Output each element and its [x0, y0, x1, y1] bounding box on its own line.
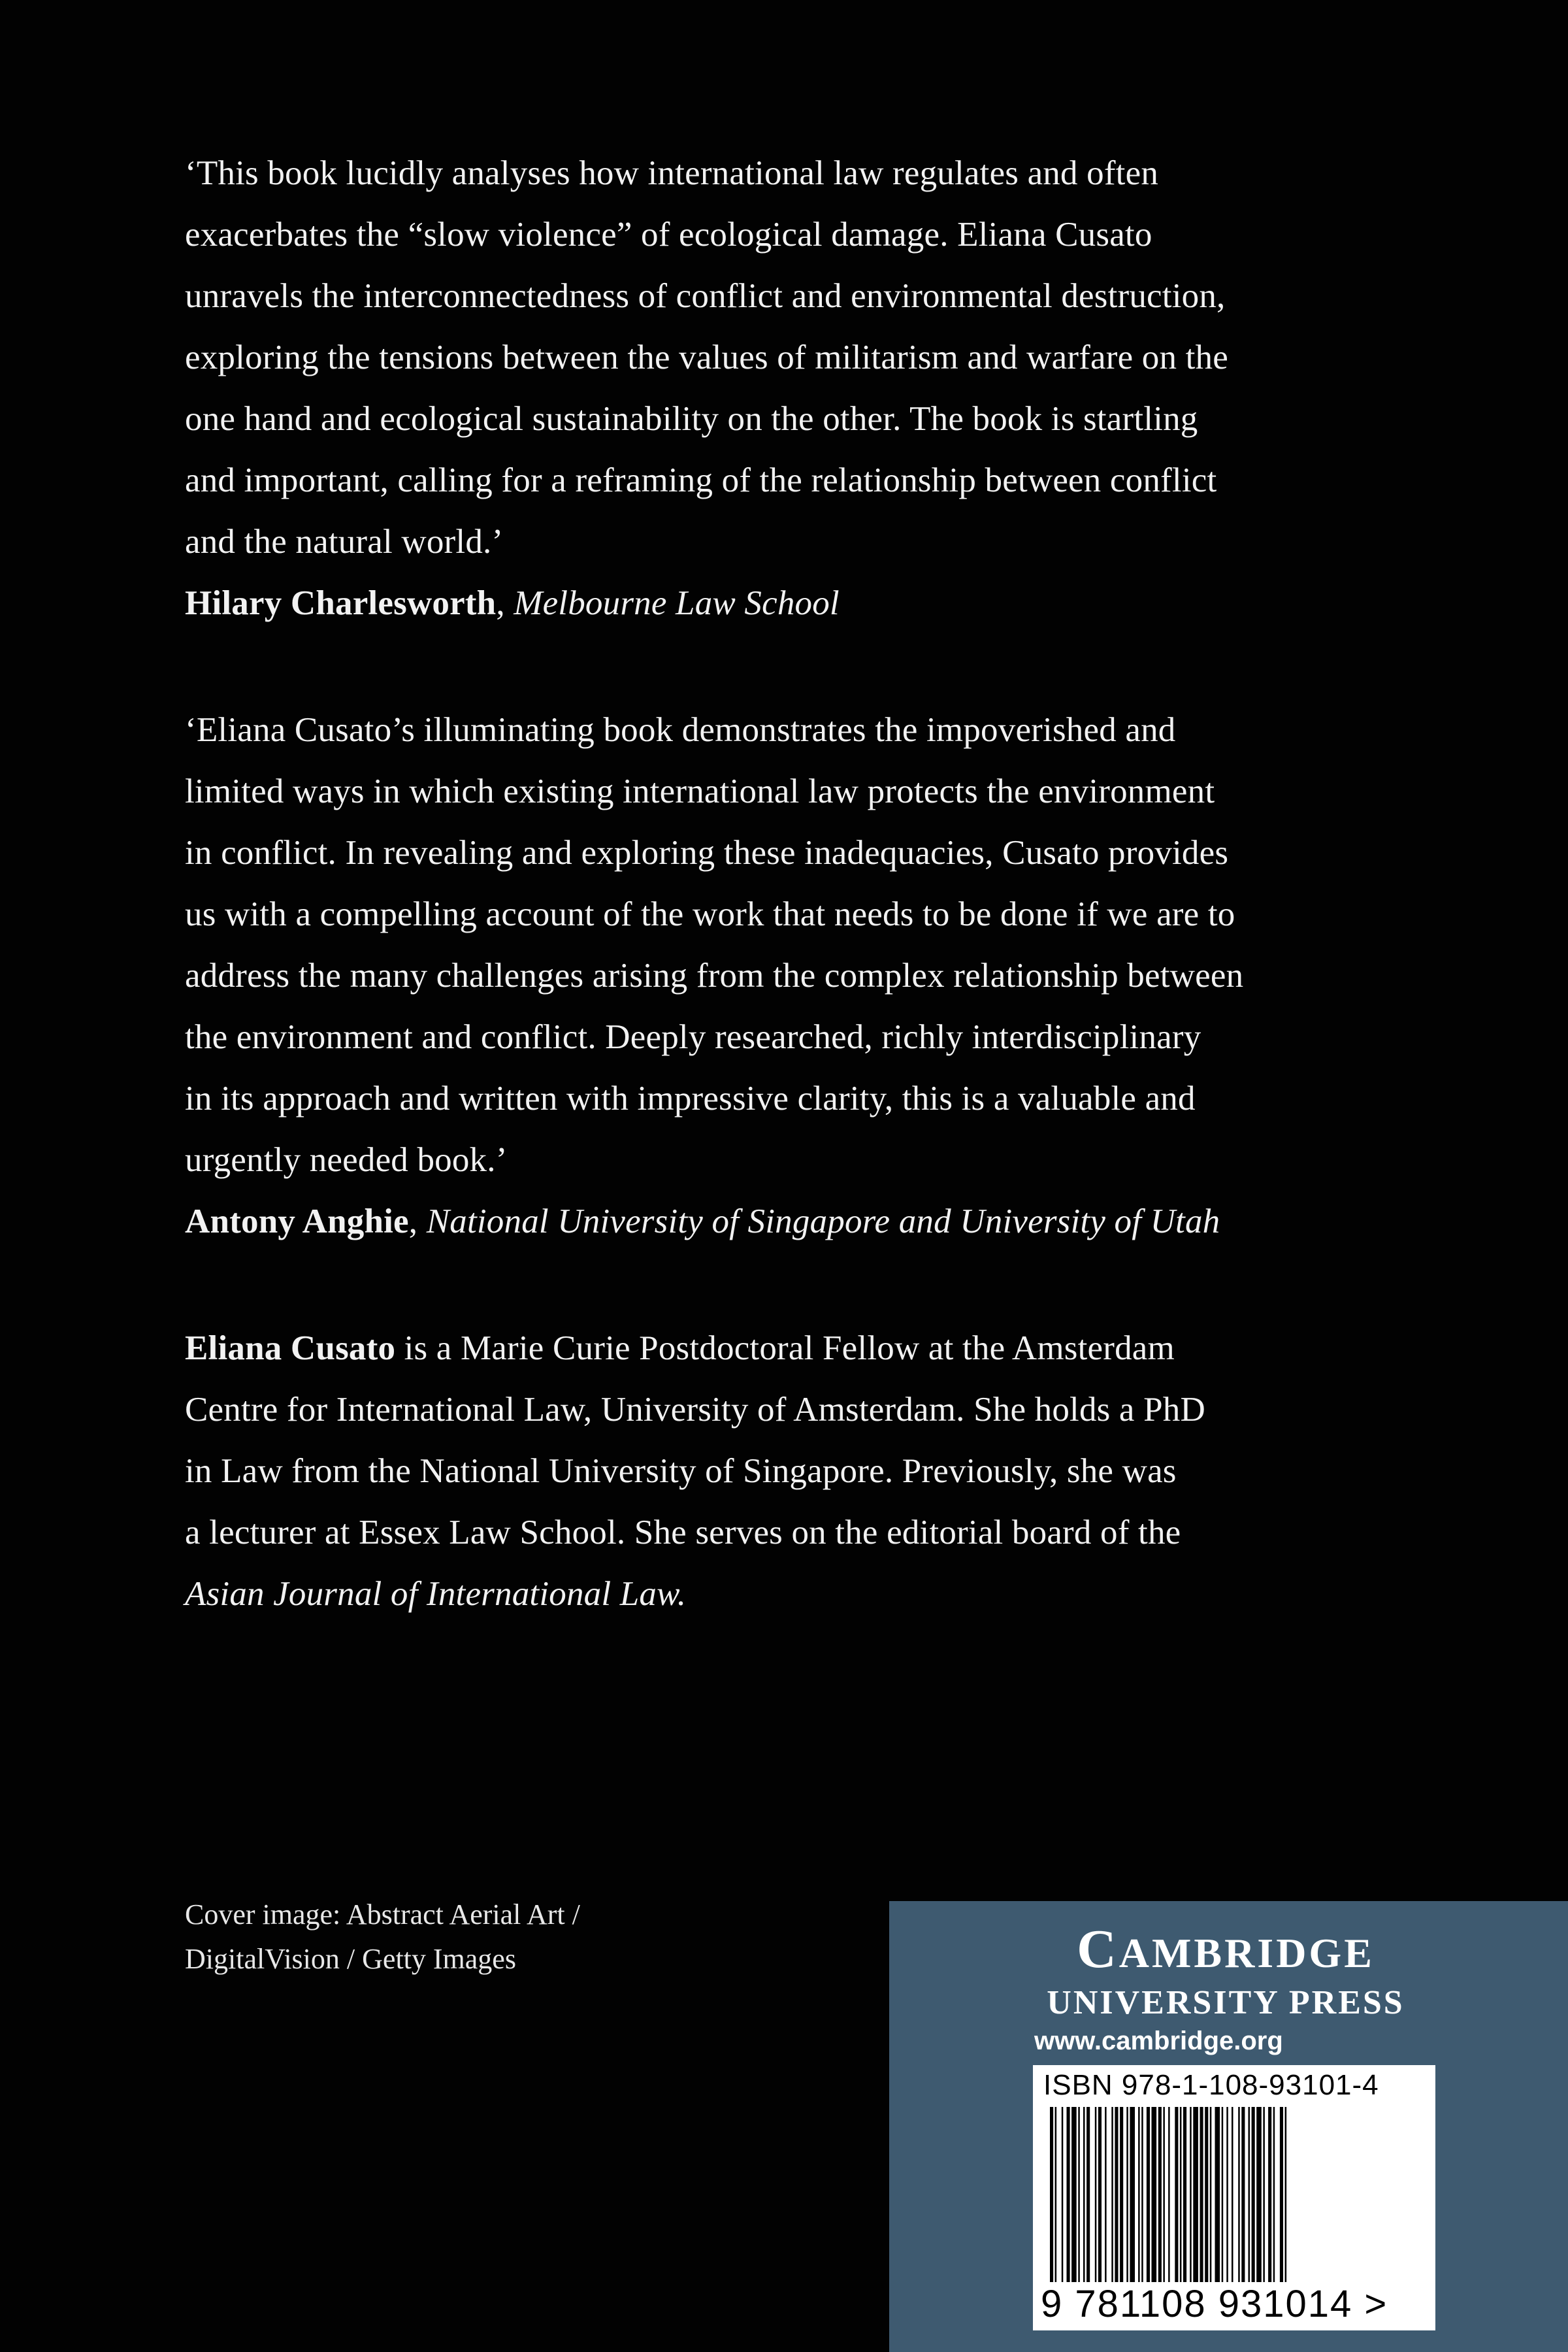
bio-line: a lecturer at Essex Law School. She serves on the editorial board of the: [185, 1514, 1181, 1551]
isbn-label: ISBN 978-1-108-93101-4: [1043, 2069, 1379, 2101]
quote-line: urgently needed book.’: [185, 1141, 508, 1179]
quote-line: exploring the tensions between the values of militarism and warfare on the: [185, 339, 1228, 376]
bio-text: is a Marie Curie Postdoctoral Fellow at the Amsterdam: [395, 1329, 1175, 1367]
cover-image-credit: [185, 1893, 580, 1981]
barcode-digits: 9 781108 931014 >: [1041, 2283, 1388, 2325]
bio-journal: Asian Journal of International Law.: [185, 1575, 687, 1613]
quote-line: one hand and ecological sustainability on the other. The book is startling: [185, 400, 1198, 438]
credit-line: DigitalVision / Getty Images: [185, 1943, 516, 1975]
quote-line: in its approach and written with impressive clarity, this is a valuable and: [185, 1080, 1196, 1118]
author-bio: [185, 1317, 1400, 1625]
publisher-url: www.cambridge.org: [1034, 2027, 1283, 2055]
quote-line: in conflict. In revealing and exploring these inadequacies, Cusato provides: [185, 834, 1229, 872]
endorser-name: Hilary Charlesworth: [185, 584, 497, 622]
publisher-subtitle: UNIVERSITY PRESS: [1047, 1984, 1405, 2021]
quote-line: us with a compelling account of the work that needs to be done if we are to: [185, 895, 1235, 933]
quote-line: address the many challenges arising from the complex relationship between: [185, 957, 1244, 995]
publisher-name-rest: AMBRIDGE: [1119, 1930, 1375, 1976]
cambridge-logo: [1030, 1919, 1422, 2023]
publisher-name: [1030, 1919, 1422, 1983]
quote-line: the environment and conflict. Deeply researched, richly interdisciplinary: [185, 1018, 1201, 1056]
quote-line: and important, calling for a reframing of the relationship between conflict: [185, 461, 1217, 499]
endorsement-quote-2: [185, 699, 1400, 1252]
quote-line: and the natural world.’: [185, 523, 504, 561]
quote-line: ‘This book lucidly analyses how international law regulates and often: [185, 154, 1159, 192]
quote-line: exacerbates the “slow violence” of ecological damage. Eliana Cusato: [185, 216, 1152, 254]
quote-line: unravels the interconnectedness of conflict and environmental destruction,: [185, 277, 1226, 315]
bio-line: in Law from the National University of Singapore. Previously, she was: [185, 1452, 1177, 1490]
credit-line: Cover image: Abstract Aerial Art /: [185, 1898, 580, 1930]
bio-line: Centre for International Law, University of Amsterdam. She holds a PhD: [185, 1391, 1205, 1429]
quote-attribution: Hilary Charlesworth, Melbourne Law School: [185, 584, 840, 622]
endorser-name: Antony Anghie: [185, 1202, 409, 1240]
bio-line: [185, 1317, 1400, 1379]
quote-attribution: Antony Anghie, National University of Singapore and University of Utah: [185, 1202, 1220, 1240]
isbn-barcode: [1033, 2065, 1435, 2330]
author-name: Eliana Cusato: [185, 1329, 396, 1367]
publisher-name-initial: C: [1077, 1919, 1119, 1979]
endorser-affiliation: Melbourne Law School: [514, 584, 840, 622]
barcode-icon: [1050, 2107, 1420, 2282]
endorser-affiliation: National University of Singapore and University of Utah: [426, 1202, 1220, 1240]
quote-line: ‘Eliana Cusato’s illuminating book demonstrates the impoverished and: [185, 711, 1176, 749]
quote-line: limited ways in which existing international law protects the environment: [185, 772, 1215, 810]
endorsement-quote-1: [185, 142, 1400, 634]
publisher-panel: [889, 1901, 1568, 2352]
